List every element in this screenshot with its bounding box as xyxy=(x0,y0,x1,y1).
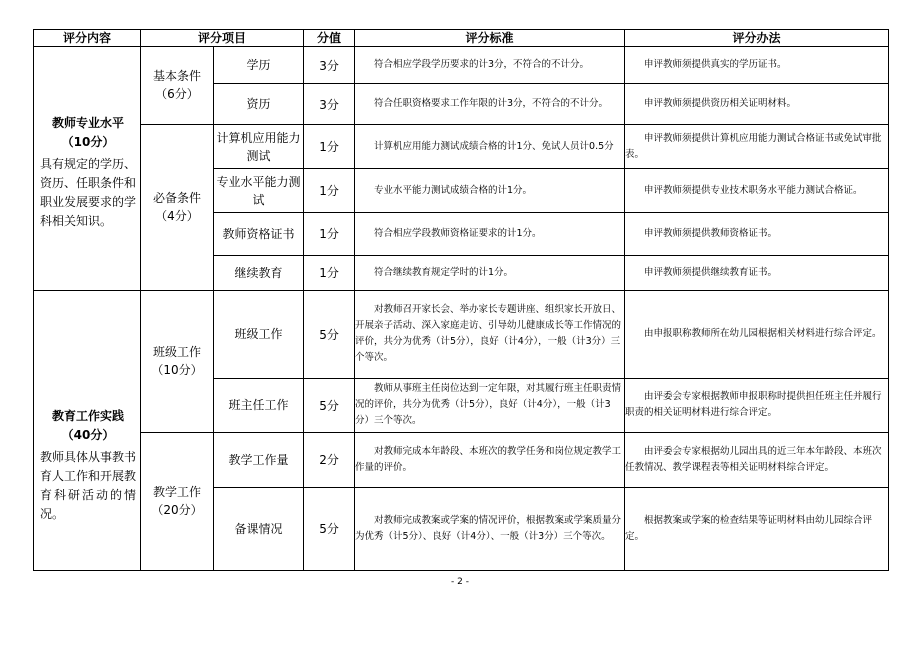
header-standard: 评分标准 xyxy=(355,30,625,47)
item-standard: 专业水平能力测试成绩合格的计1分。 xyxy=(355,169,625,213)
item-score: 5分 xyxy=(304,487,355,570)
item-method: 申评教师须提供专业技术职务水平能力测试合格证。 xyxy=(625,169,889,213)
item-standard: 对教师完成教案或学案的情况评价，根据教案或学案质量分为优秀（计5分）、良好（计4分）、一般（计3分）三个等次。 xyxy=(355,487,625,570)
item-name: 备课情况 xyxy=(214,487,304,570)
item-method: 由评委会专家根据幼儿园出具的近三年本年龄段、本班次任教情况、教学课程表等相关证明材料综合评定。 xyxy=(625,432,889,487)
section-professional-level xyxy=(34,47,141,291)
page-number: - 2 - xyxy=(451,577,469,587)
group-basic-conditions xyxy=(141,47,214,125)
group-name: 基本条件 xyxy=(152,69,201,84)
header-item: 评分项目 xyxy=(141,30,304,47)
item-score: 1分 xyxy=(304,124,355,169)
section-score: （40分） xyxy=(61,427,115,442)
item-name: 班级工作 xyxy=(214,290,304,378)
header-method: 评分办法 xyxy=(625,30,889,47)
item-name: 专业水平能力测试 xyxy=(214,169,304,213)
item-standard: 教师从事班主任岗位达到一定年限，对其履行班主任职责情况的评价，共分为优秀（计5分），良好（计4分），一般（计3分）三个等次。 xyxy=(355,378,625,432)
item-name: 班主任工作 xyxy=(214,378,304,432)
item-standard: 符合相应学段学历要求的计3分，不符合的不计分。 xyxy=(355,47,625,84)
section-education-practice xyxy=(34,290,141,570)
section-title: 教育工作实践 xyxy=(51,408,124,423)
item-standard: 对教师召开家长会、举办家长专题讲座、组织家长开放日、开展亲子活动、深入家庭走访、引导幼儿健康成长等工作情况的评价，共分为优秀（计5分），良好（计4分），一般（计3分）三个等次。 xyxy=(355,290,625,378)
section-description: 具有规定的学历、资历、任职条件和职业发展要求的学科相关知识。 xyxy=(40,156,137,228)
item-score: 1分 xyxy=(304,255,355,290)
item-method: 由评委会专家根据教师申报职称时提供担任班主任并履行职责的相关证明材料进行综合评定。 xyxy=(625,378,889,432)
table-row xyxy=(34,432,889,487)
item-name: 继续教育 xyxy=(214,255,304,290)
item-name: 计算机应用能力测试 xyxy=(214,124,304,169)
group-class-work xyxy=(141,290,214,432)
item-score: 1分 xyxy=(304,169,355,213)
item-method: 申评教师须提供真实的学历证书。 xyxy=(625,47,889,84)
item-method: 申评教师须提供资历相关证明材料。 xyxy=(625,84,889,124)
header-score: 分值 xyxy=(304,30,355,47)
group-teaching-work xyxy=(141,432,214,570)
item-method: 申评教师须提供继续教育证书。 xyxy=(625,255,889,290)
item-name: 教学工作量 xyxy=(214,432,304,487)
scoring-table-sheet xyxy=(33,29,888,571)
item-score: 2分 xyxy=(304,432,355,487)
section-description: 教师具体从事教书育人工作和开展教育科研活动的情况。 xyxy=(40,449,137,521)
item-standard: 计算机应用能力测试成绩合格的计1分、免试人员计0.5分 xyxy=(355,124,625,169)
table-row xyxy=(34,290,889,378)
group-name: 班级工作 xyxy=(152,345,201,360)
section-title: 教师专业水平 xyxy=(51,115,124,130)
item-name: 教师资格证书 xyxy=(214,212,304,255)
item-method: 根据教案或学案的检查结果等证明材料由幼儿园综合评定。 xyxy=(625,487,889,570)
item-method: 由申报职称教师所在幼儿园根据相关材料进行综合评定。 xyxy=(625,290,889,378)
header-row xyxy=(34,30,889,47)
group-name: 教学工作 xyxy=(152,485,201,500)
item-standard: 符合相应学段教师资格证要求的计1分。 xyxy=(355,212,625,255)
group-score: （20分） xyxy=(151,503,203,518)
table-row xyxy=(34,47,889,84)
item-standard: 符合继续教育规定学时的计1分。 xyxy=(355,255,625,290)
group-required-conditions xyxy=(141,124,214,290)
group-score: （4分） xyxy=(155,209,199,224)
item-standard: 符合任职资格要求工作年限的计3分，不符合的不计分。 xyxy=(355,84,625,124)
table-row xyxy=(34,124,889,169)
group-name: 必备条件 xyxy=(152,191,201,206)
item-score: 3分 xyxy=(304,47,355,84)
group-score: （10分） xyxy=(151,363,203,378)
item-method: 申评教师须提供计算机应用能力测试合格证书或免试审批表。 xyxy=(625,124,889,169)
scoring-table xyxy=(33,29,889,571)
section-score: （10分） xyxy=(61,134,115,149)
item-score: 5分 xyxy=(304,378,355,432)
group-score: （6分） xyxy=(155,87,199,102)
item-name: 资历 xyxy=(214,84,304,124)
item-name: 学历 xyxy=(214,47,304,84)
item-standard: 对教师完成本年龄段、本班次的教学任务和岗位规定教学工作量的评价。 xyxy=(355,432,625,487)
item-score: 5分 xyxy=(304,290,355,378)
item-score: 3分 xyxy=(304,84,355,124)
item-score: 1分 xyxy=(304,212,355,255)
header-content: 评分内容 xyxy=(34,30,141,47)
item-method: 申评教师须提供教师资格证书。 xyxy=(625,212,889,255)
